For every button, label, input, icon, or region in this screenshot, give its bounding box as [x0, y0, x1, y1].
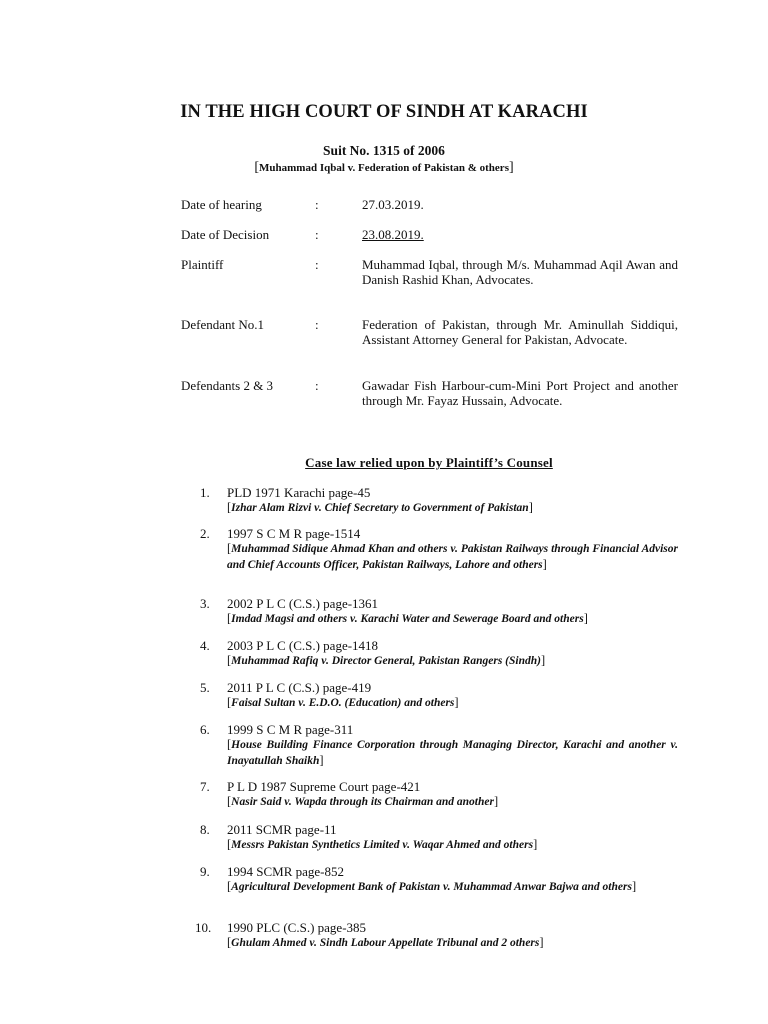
close-bracket: ]: [508, 160, 514, 175]
case-parties-text: Agricultural Development Bank of Pakistan v. Muhammad Anwar Bajwa and others: [231, 881, 632, 893]
case-title-text: Muhammad Iqbal v. Federation of Pakistan & others: [259, 162, 509, 174]
case-number: 9.: [200, 864, 210, 879]
particular-colon: :: [315, 257, 319, 272]
suit-number: Suit No. 1315 of 2006: [323, 143, 445, 158]
case-number: 4.: [200, 638, 210, 653]
case-parties-text: Muhammad Sidique Ahmad Khan and others v. Pakistan Railways through Financial Advisor and Chief Accounts Officer, Pakistan Railways, Lahore and others: [227, 543, 678, 571]
particular-label: Plaintiff: [181, 257, 224, 272]
case-parties-text: House Building Finance Corporation through Managing Director, Karachi and another v. Inayatullah Shaikh: [227, 739, 678, 767]
case-law-heading: Case law relied upon by Plaintiff’s Counsel: [305, 455, 553, 470]
case-citation: PLD 1971 Karachi page-45: [227, 485, 371, 500]
case-citation: 2011 P L C (C.S.) page-419: [227, 680, 372, 695]
list-item: [200, 639, 678, 669]
particular-colon: :: [315, 317, 319, 332]
case-number: 5.: [200, 680, 210, 695]
particular-colon: :: [315, 378, 319, 393]
case-citation: 1997 S C M R page-1514: [227, 526, 361, 541]
case-citation: 1990 PLC (C.S.) page-385: [227, 920, 367, 935]
particular-value: Muhammad Iqbal, through M/s. Muhammad Aqil Awan and Danish Rashid Khan, Advocates.: [362, 257, 678, 287]
particular-value: Federation of Pakistan, through Mr. Aminullah Siddiqui, Assistant Attorney General for Pakistan, Advocate.: [362, 317, 678, 347]
case-citation: 2011 SCMR page-11: [227, 822, 337, 837]
case-parties: [Messrs Pakistan Synthetics Limited v. Waqar Ahmed and others]: [227, 837, 538, 851]
case-parties: [Muhammad Sidique Ahmad Khan and others v. Pakistan Railways through Financial Advisor and Chief Accounts Officer, Pakistan Railways, Lahore and others]: [227, 541, 678, 571]
particular-value: Gawadar Fish Harbour-cum-Mini Port Project and another through Mr. Fayaz Hussain, Advocate.: [362, 378, 678, 408]
case-parties-text: Izhar Alam Rizvi v. Chief Secretary to Government of Pakistan: [231, 502, 529, 514]
decision-date-row: [181, 227, 678, 242]
particular-label: Date of Decision: [181, 227, 270, 242]
particular-label: Defendant No.1: [181, 317, 265, 332]
case-number: 7.: [200, 779, 210, 794]
case-parties-text: Muhammad Rafiq v. Director General, Pakistan Rangers (Sindh): [231, 655, 541, 667]
case-citation: P L D 1987 Supreme Court page-421: [227, 779, 421, 794]
case-parties-text: Faisal Sultan v. E.D.O. (Education) and others: [231, 697, 455, 709]
list-item: [195, 920, 678, 951]
case-parties-text: Nasir Said v. Wapda through its Chairman and another: [231, 796, 494, 808]
particular-colon: :: [315, 227, 319, 242]
list-item: [200, 486, 678, 516]
case-parties: [Muhammad Rafiq v. Director General, Pakistan Rangers (Sindh)]: [227, 653, 546, 667]
case-parties-text: Imdad Magsi and others v. Karachi Water and Sewerage Board and others: [231, 613, 584, 625]
list-item: [200, 527, 678, 572]
case-parties-text: Ghulam Ahmed v. Sindh Labour Appellate Tribunal and 2 others: [231, 937, 540, 949]
particular-colon: :: [315, 197, 319, 212]
hearing-date-row: [181, 197, 678, 212]
list-item: [200, 780, 678, 810]
case-citation: 2003 P L C (C.S.) page-1418: [227, 638, 379, 653]
case-parties: [Ghulam Ahmed v. Sindh Labour Appellate Tribunal and 2 others]: [227, 935, 544, 949]
case-parties-text: Messrs Pakistan Synthetics Limited v. Waqar Ahmed and others: [231, 839, 534, 851]
case-number: 8.: [200, 822, 210, 837]
case-number: 2.: [200, 526, 210, 541]
particular-value: 27.03.2019.: [362, 197, 424, 212]
case-number: 1.: [200, 485, 210, 500]
case-citation: 2002 P L C (C.S.) page-1361: [227, 596, 379, 611]
case-citation: 1994 SCMR page-852: [227, 864, 344, 879]
list-item: [200, 597, 678, 627]
open-bracket: [: [254, 160, 260, 175]
list-item: [200, 723, 678, 768]
case-number: 6.: [200, 722, 210, 737]
case-title: [0, 160, 768, 176]
defendants-2-3-row: [181, 378, 678, 408]
list-item: [200, 865, 678, 895]
list-item: [200, 681, 678, 711]
particular-label: Date of hearing: [181, 197, 262, 212]
case-number: 3.: [200, 596, 210, 611]
case-number: 10.: [195, 920, 212, 935]
court-title: IN THE HIGH COURT OF SINDH AT KARACHI: [180, 102, 588, 122]
case-parties: [Imdad Magsi and others v. Karachi Water and Sewerage Board and others]: [227, 611, 588, 625]
particular-value: 23.08.2019.: [362, 227, 424, 242]
plaintiff-row: [181, 257, 678, 287]
list-item: [200, 823, 678, 853]
case-parties: [Faisal Sultan v. E.D.O. (Education) and others]: [227, 695, 459, 709]
particular-label: Defendants 2 & 3: [181, 378, 274, 393]
case-parties: [House Building Finance Corporation through Managing Director, Karachi and another v. Inayatullah Shaikh]: [227, 737, 678, 767]
case-parties: [Nasir Said v. Wapda through its Chairman and another]: [227, 794, 499, 808]
defendant-1-row: [181, 317, 678, 347]
case-parties: [Izhar Alam Rizvi v. Chief Secretary to Government of Pakistan]: [227, 500, 533, 514]
case-parties: [Agricultural Development Bank of Pakistan v. Muhammad Anwar Bajwa and others]: [227, 879, 637, 893]
case-citation: 1999 S C M R page-311: [227, 722, 354, 737]
